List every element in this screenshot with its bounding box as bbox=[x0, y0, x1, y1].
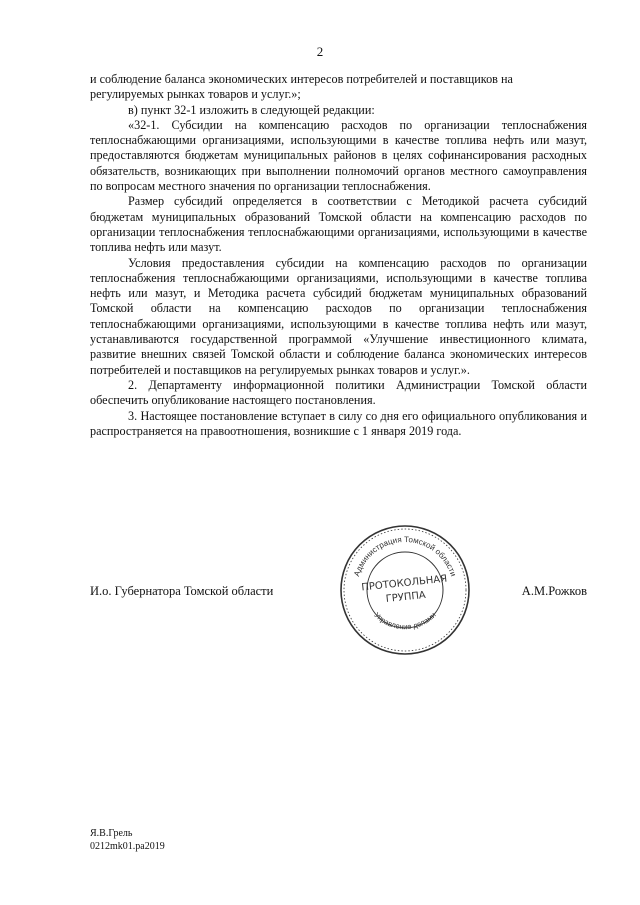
paragraph-subsidy-amount: Размер субсидий определяется в соответствии с Методикой расчета субсидий бюджетам муниципальных образований Томской области на компенсацию расходов по организации теплоснабжения теплоснабжающими организациями, использующими в качестве топлива нефть или мазут. bbox=[90, 194, 587, 255]
paragraph-item-2: 2. Департаменту информационной политики Администрации Томской области обеспечить опубликование настоящего постановления. bbox=[90, 377, 587, 408]
footer-author: Я.В.Грель bbox=[90, 828, 133, 839]
stamp-center-line1: ПРОТОКОЛЬНАЯ bbox=[360, 573, 448, 594]
document-body bbox=[90, 72, 587, 439]
footer-file-code: 0212mk01.pa2019 bbox=[90, 840, 165, 852]
paragraph-32-1: «32-1. Субсидии на компенсацию расходов по организации теплоснабжения теплоснабжающими организациями, использующими в качестве топлива нефть или мазут, предоставляются бюджетам муниципальных районов в целях софинансирования расходных обязательств, возникающих при выполнении полномочий органов местного самоуправления по вопросам местного значения по организации теплоснабжения. bbox=[90, 117, 587, 194]
document-footer bbox=[90, 828, 165, 853]
stamp-outer-text: Администрация Томской области bbox=[352, 534, 458, 578]
signatory-name: А.М.Рожков bbox=[521, 584, 587, 598]
paragraph-continuation: и соблюдение баланса экономических интересов потребителей и поставщиков на регулируемых рынках товаров и услуг.»; bbox=[90, 72, 513, 102]
signatory-position: И.о. Губернатора Томской области bbox=[90, 584, 274, 598]
stamp-center-line2: ГРУППА bbox=[385, 589, 427, 606]
paragraph-item-3: 3. Настоящее постановление вступает в силу со дня его официального опубликования и распространяется на правоотношения, возникшие с 1 января 2019 года. bbox=[90, 408, 587, 438]
stamp-bottom-text: Управление делами bbox=[372, 610, 438, 632]
page-number: 2 bbox=[316, 44, 324, 59]
paragraph-subitem-v: в) пункт 32-1 изложить в следующей редакции: bbox=[128, 102, 375, 117]
signature-block bbox=[90, 584, 587, 602]
paragraph-subsidy-conditions: Условия предоставления субсидии на компенсацию расходов по организации теплоснабжения теплоснабжающими организациями, использующими в качестве топлива нефть или мазут, и Методика расчета субсидий бюджетам муниципальных образований Томской области на компенсацию расходов по организации теплоснабжения теплоснабжающими организациями, использующими в качестве топлива нефть или мазут, устанавливаются государственной программой «Улучшение инвестиционного климата, развитие внешних связей Томской области и соблюдение баланса экономических интересов потребителей и поставщиков на регулируемых рынках товаров и услуг.». bbox=[90, 255, 587, 377]
